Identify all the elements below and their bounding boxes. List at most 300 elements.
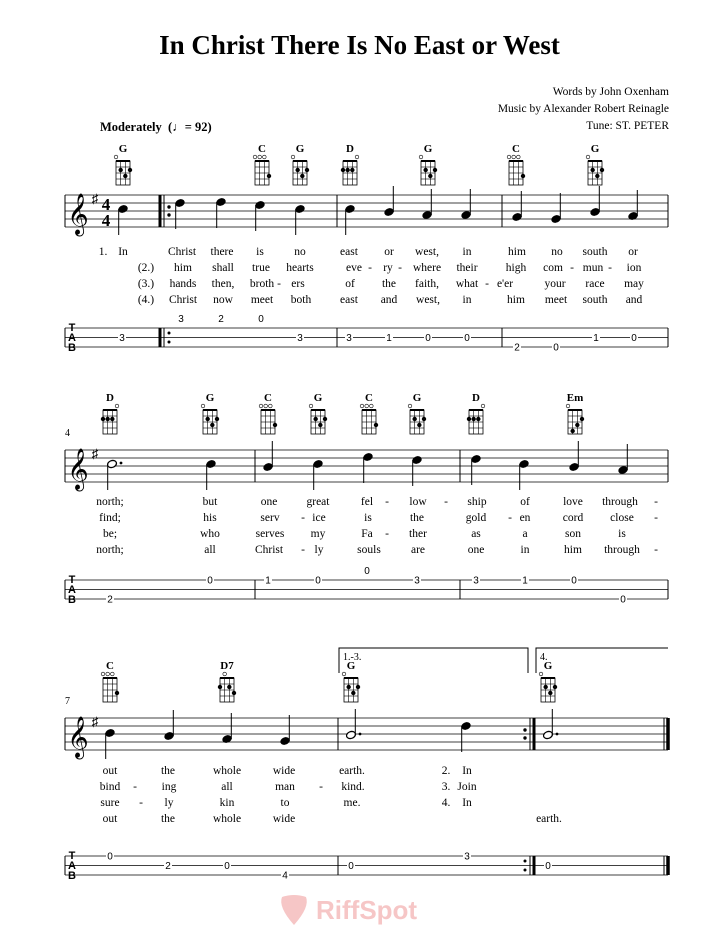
finger-dot: [575, 423, 579, 427]
lyric-syllable: be;: [102, 528, 118, 540]
lyric-syllable: may: [624, 278, 644, 290]
lyric-syllable: east: [340, 246, 358, 258]
lyric-syllable: (4.): [137, 294, 155, 306]
song-title: In Christ There Is No East or West: [159, 30, 560, 60]
lyric-syllable: meet: [544, 294, 568, 306]
tab-number: 0: [631, 333, 637, 344]
tempo-bpm: = 92: [184, 120, 208, 134]
finger-dot: [356, 685, 360, 689]
tab-clef-b: B: [68, 870, 76, 882]
lyric-syllable: fel: [360, 496, 374, 508]
tempo-label: Moderately: [100, 120, 162, 134]
open-string-icon: [115, 404, 119, 408]
lyric-syllable: to: [280, 797, 290, 809]
finger-dot: [600, 168, 604, 172]
lyric-syllable: In: [118, 246, 128, 258]
lyric-syllable: west,: [415, 246, 439, 258]
finger-dot: [417, 423, 421, 427]
repeat-dot: [524, 869, 527, 872]
tab-number: 0: [224, 861, 230, 872]
lyric-syllable: Christ: [167, 246, 197, 258]
tab-clef-t: T: [68, 322, 76, 334]
lyric-syllable: low: [409, 496, 427, 508]
finger-dot: [115, 691, 119, 695]
lyric-syllable: hearts: [286, 262, 314, 274]
lyric-syllable: and: [380, 294, 398, 306]
tab-number: 1: [265, 575, 271, 587]
lyric-syllable: him: [564, 544, 582, 556]
tab-number: 0: [553, 342, 559, 354]
note-dot: [556, 733, 559, 736]
tab-number: 0: [545, 861, 551, 872]
open-string-icon: [408, 404, 412, 408]
lyric-syllable: man: [275, 781, 295, 793]
credit-music: Music by Alexander Robert Reinagle: [497, 103, 669, 115]
lyric-syllable: through: [602, 496, 638, 508]
open-string-icon: [111, 672, 115, 676]
tab-number: 3: [119, 333, 125, 344]
pick-icon: [281, 895, 307, 925]
lyric-syllable: is: [256, 246, 264, 258]
chord-name: G: [313, 392, 323, 404]
lyric-syllable: their: [456, 262, 478, 274]
lyric-syllable: ing: [161, 781, 177, 793]
finger-dot: [345, 168, 349, 172]
lyric-syllable: is: [618, 528, 626, 540]
lyric-syllable: mun: [582, 262, 604, 274]
lyric-syllable: Christ: [168, 294, 198, 306]
finger-dot: [232, 691, 236, 695]
lyric-syllable: ers: [291, 278, 305, 290]
repeat-dot: [523, 728, 526, 731]
chord-name: G: [543, 660, 553, 672]
lyric-syllable: en: [519, 512, 531, 524]
finger-dot: [101, 417, 105, 421]
lyric-syllable: In: [462, 797, 472, 809]
open-string-icon: [370, 404, 374, 408]
lyric-syllable: are: [410, 544, 426, 556]
lyric-syllable: race: [585, 278, 605, 290]
quarter-note-icon: (♩: [164, 120, 185, 134]
tab-clef-a: A: [68, 584, 76, 596]
tab-number: 3: [414, 575, 420, 587]
chord-name: G: [346, 660, 356, 672]
lyric-syllable: one: [260, 496, 278, 508]
finger-dot: [428, 174, 432, 178]
finger-dot: [590, 168, 594, 172]
system-1: [65, 155, 668, 352]
tempo-marking: Moderately (♩= 92): [100, 120, 212, 134]
open-string-icon: [269, 404, 273, 408]
chord-name: G: [412, 392, 422, 404]
chord-name: G: [118, 143, 128, 155]
open-string-icon: [355, 155, 359, 159]
tab-number: 3: [178, 314, 184, 325]
lyric-syllable: in: [462, 246, 472, 258]
lyric-syllable: my: [310, 528, 326, 540]
finger-dot: [227, 685, 231, 689]
lyric-syllable: broth: [249, 278, 275, 290]
finger-dot: [548, 691, 552, 695]
lyric-syllable: me.: [343, 797, 361, 809]
lyric-syllable: the: [409, 512, 425, 524]
finger-dot: [423, 168, 427, 172]
treble-clef-icon: 𝄞: [67, 194, 89, 235]
chord-name: C: [264, 392, 272, 404]
finger-dot: [110, 417, 114, 421]
tab-clef-a: A: [68, 860, 76, 872]
lyric-syllable: -: [139, 797, 143, 809]
finger-dot: [313, 417, 317, 421]
lyric-syllable: the: [381, 278, 397, 290]
lyric-syllable: of: [345, 278, 355, 290]
lyric-syllable: south: [582, 294, 608, 306]
tab-number: 0: [258, 314, 264, 325]
lyric-syllable: west,: [416, 294, 440, 306]
lyric-syllable: or: [628, 246, 638, 258]
lyric-syllable: ther: [409, 528, 427, 540]
key-sharp-icon: ♯: [91, 714, 99, 729]
lyric-syllable: a: [522, 528, 528, 540]
open-string-icon: [258, 155, 262, 159]
lyric-syllable: no: [294, 246, 306, 258]
lyric-syllable: earth.: [339, 765, 365, 777]
finger-dot: [128, 168, 132, 172]
lyric-syllable: north;: [96, 544, 124, 556]
lyric-syllable: com: [543, 262, 563, 274]
lyric-syllable: -: [444, 496, 448, 508]
tab-clef-t: T: [68, 574, 76, 586]
open-string-icon: [566, 404, 570, 408]
chord-name: G: [590, 143, 600, 155]
lyric-syllable: now: [213, 294, 233, 306]
open-string-icon: [253, 155, 257, 159]
lyric-syllable: east: [340, 294, 358, 306]
lyric-syllable: north;: [96, 496, 124, 508]
lyric-syllable: -: [608, 262, 612, 274]
lyric-syllable: where: [412, 262, 442, 274]
tab-number: 2: [165, 861, 171, 872]
lyric-syllable: -: [654, 512, 658, 524]
lyric-syllable: no: [551, 246, 563, 258]
finger-dot: [118, 168, 122, 172]
finger-dot: [570, 429, 574, 433]
note-dot: [359, 733, 362, 736]
finger-dot: [374, 423, 378, 427]
lyric-syllable: ry: [383, 262, 393, 274]
tab-number: 0: [620, 594, 626, 606]
tab-clef-b: B: [68, 342, 76, 354]
lyric-syllable: ice: [312, 512, 326, 524]
open-string-icon: [419, 155, 423, 159]
lyric-syllable: as: [471, 528, 481, 540]
time-sig-top: 4: [101, 195, 111, 214]
chord-name: G: [423, 143, 433, 155]
lyric-syllable: -: [570, 262, 574, 274]
finger-dot: [341, 168, 345, 172]
lyric-syllable: wide: [272, 813, 296, 825]
lyric-syllable: out: [102, 813, 118, 825]
lyric-syllable: the: [160, 765, 176, 777]
tab-number: 2: [514, 342, 520, 354]
finger-dot: [346, 685, 350, 689]
tab-number: 1: [386, 333, 392, 344]
lyric-syllable: -: [385, 528, 389, 540]
lyric-syllable: south: [582, 246, 608, 258]
open-string-icon: [259, 404, 263, 408]
finger-dot: [210, 423, 214, 427]
treble-clef-icon: 𝄞: [67, 449, 89, 490]
lyric-syllable: ly: [314, 544, 324, 556]
lyric-syllable: of: [520, 496, 530, 508]
lyric-syllable: close: [610, 512, 634, 524]
chord-name: C: [512, 143, 520, 155]
repeat-dot: [168, 341, 171, 344]
key-sharp-icon: ♯: [91, 191, 99, 206]
open-string-icon: [106, 672, 110, 676]
measure-number: 7: [65, 696, 70, 707]
chord-name: D: [472, 392, 480, 404]
lyric-syllable: love: [563, 496, 583, 508]
tab-clef-b: B: [68, 594, 76, 606]
chord-name: C: [106, 660, 114, 672]
tab-number: 0: [207, 575, 213, 587]
key-sharp-icon: ♯: [91, 446, 99, 461]
tab-number: 4: [282, 870, 288, 882]
lyric-syllable: -: [398, 262, 402, 274]
lyric-syllable: him: [174, 262, 192, 274]
lyric-syllable: Christ: [254, 544, 284, 556]
finger-dot: [553, 685, 557, 689]
lyric-syllable: -: [654, 544, 658, 556]
lyric-syllable: -: [301, 512, 305, 524]
open-string-icon: [481, 404, 485, 408]
lyric-syllable: gold: [465, 512, 487, 524]
open-string-icon: [201, 404, 205, 408]
lyric-syllable: serv: [260, 512, 280, 524]
lyric-syllable: through: [604, 544, 640, 556]
lyric-syllable: one: [467, 544, 485, 556]
chord-name: D7: [220, 660, 234, 672]
riffspot-logo: [276, 893, 456, 927]
lyric-syllable: his: [203, 512, 217, 524]
repeat-dot: [167, 213, 170, 216]
open-string-icon: [114, 155, 118, 159]
tab-number: 3: [346, 333, 352, 344]
tab-clef-t: T: [68, 850, 76, 862]
lyric-syllable: what: [455, 278, 479, 290]
lyric-syllable: -: [277, 278, 281, 290]
lyric-syllable: 1.: [98, 246, 108, 258]
lyric-syllable: kind.: [341, 781, 365, 793]
time-sig-bottom: 4: [101, 211, 111, 230]
lyric-syllable: In: [462, 765, 472, 777]
lyric-syllable: him: [507, 294, 525, 306]
lyric-syllable: faith,: [415, 278, 439, 290]
lyric-syllable: son: [565, 528, 581, 540]
repeat-dot: [168, 332, 171, 335]
lyric-syllable: ly: [164, 797, 174, 809]
tab-number: 0: [571, 575, 577, 587]
open-string-icon: [365, 404, 369, 408]
lyric-syllable: shall: [212, 262, 234, 274]
finger-dot: [305, 168, 309, 172]
lyric-syllable: all: [204, 544, 216, 556]
open-string-icon: [507, 155, 511, 159]
finger-dot: [273, 423, 277, 427]
finger-dot: [318, 423, 322, 427]
lyric-syllable: -: [368, 262, 372, 274]
lyric-syllable: ion: [626, 262, 642, 274]
lyric-syllable: high: [505, 262, 527, 274]
lyric-syllable: 2.: [441, 765, 451, 777]
lyric-syllable: -: [133, 781, 137, 793]
lyric-syllable: out: [102, 765, 118, 777]
finger-dot: [543, 685, 547, 689]
tab-number: 0: [425, 333, 431, 344]
lyric-syllable: souls: [357, 544, 381, 556]
open-string-icon: [309, 404, 313, 408]
open-string-icon: [517, 155, 521, 159]
repeat-dot: [167, 205, 170, 208]
lyric-syllable: whole: [212, 765, 242, 777]
tab-number: 3: [297, 333, 303, 344]
open-string-icon: [291, 155, 295, 159]
tab-number: 0: [348, 861, 354, 872]
open-string-icon: [360, 404, 364, 408]
tab-number: 2: [218, 314, 224, 325]
finger-dot: [580, 417, 584, 421]
lyric-syllable: eve: [346, 262, 362, 274]
tab-number: 0: [364, 566, 370, 577]
finger-dot: [105, 417, 109, 421]
finger-dot: [467, 417, 471, 421]
finger-dot: [300, 174, 304, 178]
lyric-syllable: hands: [169, 278, 197, 290]
lyric-syllable: your: [544, 278, 566, 290]
lyric-syllable: -: [385, 496, 389, 508]
credit-tune: Tune: ST. PETER: [586, 120, 669, 132]
lyric-syllable: there: [210, 246, 234, 258]
open-string-icon: [264, 404, 268, 408]
tab-number: 2: [107, 594, 113, 606]
finger-dot: [412, 417, 416, 421]
finger-dot: [205, 417, 209, 421]
chord-name: D: [106, 392, 114, 404]
tab-number: 0: [315, 575, 321, 587]
open-string-icon: [263, 155, 267, 159]
open-string-icon: [539, 672, 543, 676]
ending-bracket-2: [536, 648, 668, 673]
lyric-syllable: both: [290, 294, 312, 306]
open-string-icon: [342, 672, 346, 676]
chord-name: C: [258, 143, 266, 155]
finger-dot: [476, 417, 480, 421]
lyric-syllable: e'er: [496, 278, 514, 290]
tab-number: 3: [464, 851, 470, 863]
lyric-syllable: then,: [211, 278, 235, 290]
lyric-syllable: serves: [255, 528, 285, 540]
treble-clef-icon: 𝄞: [67, 717, 89, 758]
chord-name: G: [295, 143, 305, 155]
chord-name: Em: [566, 392, 584, 404]
finger-dot: [351, 691, 355, 695]
lyric-syllable: Join: [457, 781, 477, 793]
lyric-syllable: whole: [212, 813, 242, 825]
ending-label-2: 4.: [540, 652, 548, 663]
lyric-syllable: and: [625, 294, 643, 306]
lyric-syllable: -: [319, 781, 323, 793]
lyric-syllable: great: [306, 496, 330, 508]
lyric-syllable: -: [301, 544, 305, 556]
open-string-icon: [101, 672, 105, 676]
lyric-syllable: him: [508, 246, 526, 258]
repeat-dot: [524, 860, 527, 863]
lyric-syllable: sure: [100, 797, 120, 809]
lyric-syllable: kin: [219, 797, 235, 809]
chord-name: D: [346, 143, 354, 155]
finger-dot: [123, 174, 127, 178]
lyric-syllable: in: [520, 544, 530, 556]
logo-text: RiffSpot: [316, 895, 418, 925]
system-3: [65, 648, 668, 880]
open-string-icon: [586, 155, 590, 159]
tab-number: 1: [522, 575, 528, 587]
lyric-syllable: 3.: [441, 781, 451, 793]
lyric-syllable: -: [654, 496, 658, 508]
lyric-syllable: (3.): [137, 278, 155, 290]
measure-number: 4: [65, 428, 70, 439]
lyric-syllable: earth.: [536, 813, 562, 825]
lyric-syllable: the: [160, 813, 176, 825]
finger-dot: [218, 685, 222, 689]
tab-number: 0: [464, 333, 470, 344]
lyric-syllable: (2.): [137, 262, 155, 274]
repeat-dot: [523, 736, 526, 739]
tab-clef-a: A: [68, 332, 76, 344]
lyric-syllable: -: [508, 512, 512, 524]
lyric-syllable: bind: [99, 781, 121, 793]
lyric-syllable: 4.: [441, 797, 451, 809]
ending-bracket-1: [339, 648, 528, 673]
lyric-syllable: Fa: [361, 528, 373, 540]
lyric-syllable: in: [462, 294, 472, 306]
chord-name: G: [205, 392, 215, 404]
lyric-syllable: -: [485, 278, 489, 290]
lyric-syllable: or: [384, 246, 394, 258]
finger-dot: [521, 174, 525, 178]
open-string-icon: [512, 155, 516, 159]
finger-dot: [215, 417, 219, 421]
lyric-syllable: ship: [467, 496, 487, 508]
ending-label-1: 1.-3.: [343, 652, 362, 663]
finger-dot: [350, 168, 354, 172]
lyric-syllable: meet: [250, 294, 274, 306]
finger-dot: [433, 168, 437, 172]
tab-number: 3: [473, 575, 479, 587]
tab-number: 1: [593, 333, 599, 344]
finger-dot: [267, 174, 271, 178]
chord-name: C: [365, 392, 373, 404]
open-string-icon: [223, 672, 227, 676]
lyric-syllable: who: [200, 528, 220, 540]
lyric-syllable: cord: [562, 512, 584, 524]
finger-dot: [422, 417, 426, 421]
note-dot: [120, 462, 123, 465]
lyric-syllable: is: [364, 512, 372, 524]
tab-number: 0: [107, 851, 113, 863]
credit-words: Words by John Oxenham: [552, 86, 669, 98]
